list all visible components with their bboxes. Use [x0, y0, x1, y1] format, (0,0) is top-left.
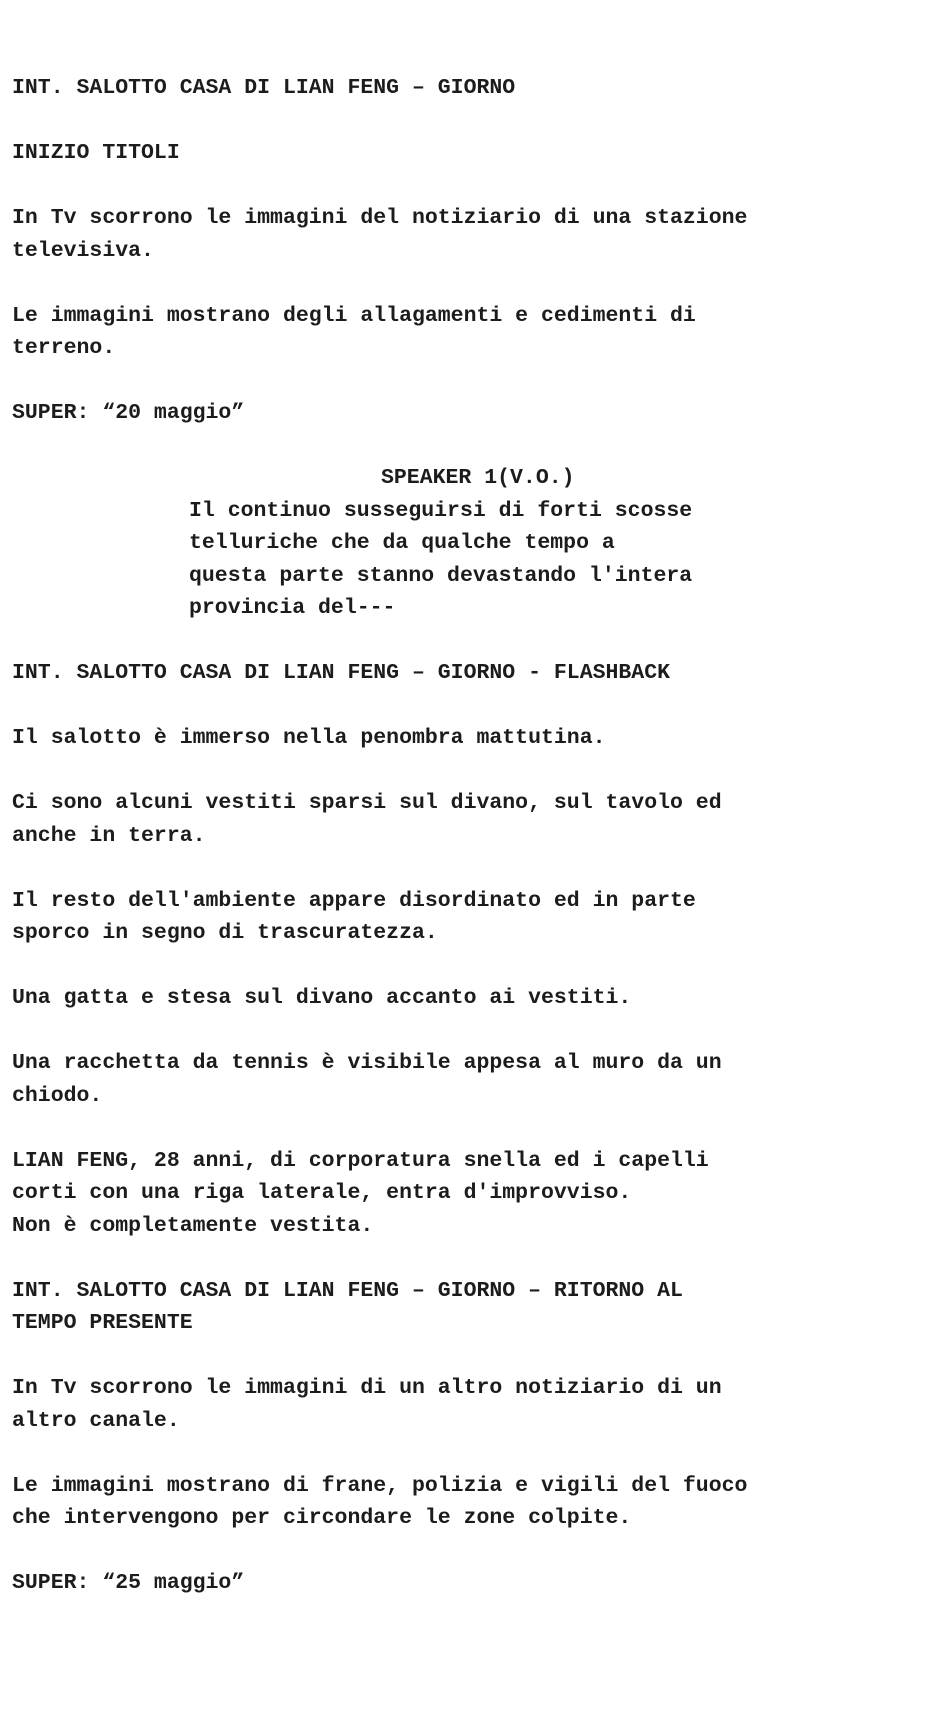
action-paragraph: Una gatta e stesa sul divano accanto ai vestiti.: [12, 986, 632, 1010]
character-name: SPEAKER 1(V.O.): [381, 466, 575, 490]
action-paragraph: Il resto dell'ambiente appare disordinato ed in parte sporco in segno di trascuratezza.: [12, 888, 696, 945]
action-paragraph: In Tv scorrono le immagini del notiziario di una stazione televisiva.: [12, 206, 748, 263]
action-paragraph: Una racchetta da tennis è visibile appesa al muro da un chiodo.: [12, 1051, 722, 1108]
dialogue-block: [12, 462, 917, 625]
titles-start-transition: INIZIO TITOLI: [12, 141, 180, 165]
action-paragraph: LIAN FENG, 28 anni, di corporatura snella ed i capelli corti con una riga laterale, entra d'improvviso. Non è completamente vestita.: [12, 1148, 709, 1238]
action-paragraph: Le immagini mostrano degli allagamenti e cedimenti di terreno.: [12, 303, 696, 360]
scene-heading: INT. SALOTTO CASA DI LIAN FENG – GIORNO – RITORNO AL TEMPO PRESENTE: [12, 1278, 683, 1335]
dialogue-text: Il continuo susseguirsi di forti scosse telluriche che da qualche tempo a questa parte stanno devastando l'intera provincia del---: [189, 498, 693, 620]
super-caption: SUPER: “25 maggio”: [12, 1571, 245, 1595]
screenplay-page: [12, 72, 917, 1632]
scene-heading: INT. SALOTTO CASA DI LIAN FENG – GIORNO - FLASHBACK: [12, 661, 671, 685]
scene-heading: INT. SALOTTO CASA DI LIAN FENG – GIORNO: [12, 76, 516, 100]
action-paragraph: Le immagini mostrano di frane, polizia e vigili del fuoco che intervengono per circondare le zone colpite.: [12, 1473, 748, 1530]
super-caption: SUPER: “20 maggio”: [12, 401, 245, 425]
action-paragraph: Ci sono alcuni vestiti sparsi sul divano, sul tavolo ed anche in terra.: [12, 791, 722, 848]
action-paragraph: Il salotto è immerso nella penombra mattutina.: [12, 726, 606, 750]
action-paragraph: In Tv scorrono le immagini di un altro notiziario di un altro canale.: [12, 1376, 722, 1433]
